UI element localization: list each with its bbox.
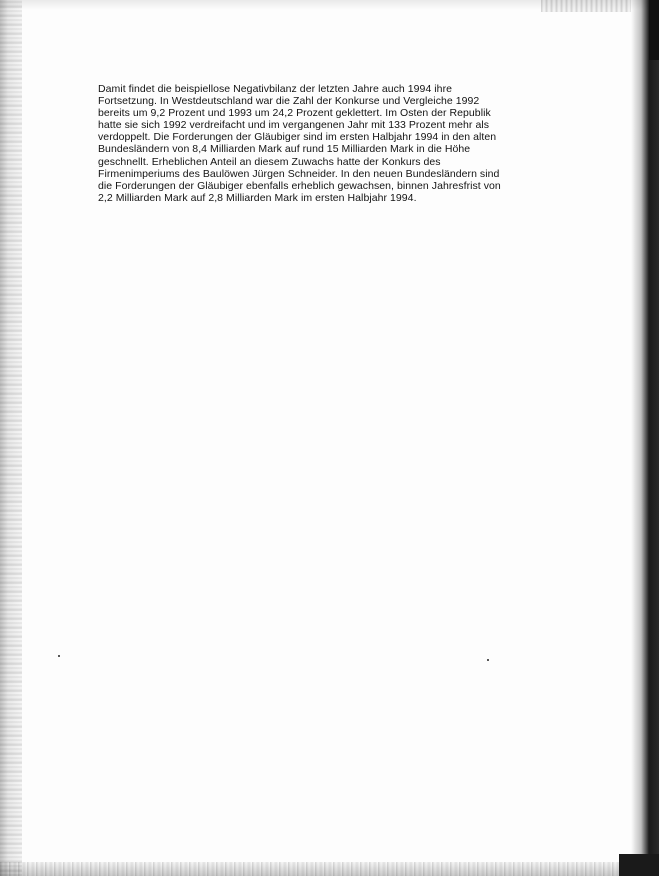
paragraph-line: die Forderungen der Gläubiger ebenfalls erheblich gewachsen, binnen Jahresfrist von <box>98 179 501 192</box>
scan-noise-top-right <box>541 0 631 12</box>
paragraph-line: Firmenimperiums des Baulöwen Jürgen Schneider. In den neuen Bundesländern sind <box>98 167 500 180</box>
paragraph-line: 2,2 Milliarden Mark auf 2,8 Milliarden Mark im ersten Halbjahr 1994. <box>98 191 417 204</box>
body-paragraph <box>98 83 553 204</box>
scan-speck <box>58 655 60 657</box>
paragraph-line: Bundesländern von 8,4 Milliarden Mark auf rund 15 Milliarden Mark in die Höhe <box>98 143 471 156</box>
scan-speck <box>487 659 489 661</box>
paragraph-line: geschnellt. Erheblichen Anteil an diesem Zuwachs hatte der Konkurs des <box>98 155 441 168</box>
paragraph-line: bereits um 9,2 Prozent und 1993 um 24,2 Prozent geklettert. Im Osten der Republik <box>98 107 491 120</box>
paragraph-line: verdoppelt. Die Forderungen der Gläubiger sind im ersten Halbjahr 1994 in den alten <box>98 131 497 144</box>
scan-edge-left <box>0 0 22 876</box>
paragraph-line: Fortsetzung. In Westdeutschland war die Zahl der Konkurse und Vergleiche 1992 <box>98 95 480 108</box>
paragraph-line: hatte sie sich 1992 verdreifacht und im vergangenen Jahr mit 133 Prozent mehr als <box>98 119 490 132</box>
scan-edge-right <box>631 0 659 876</box>
scan-edge-bottom <box>0 862 659 876</box>
scan-edge-right-tab <box>649 0 659 60</box>
scan-corner-bottom-right <box>619 854 659 876</box>
paragraph-line: Damit findet die beispiellose Negativbilanz der letzten Jahre auch 1994 ihre <box>98 83 453 95</box>
